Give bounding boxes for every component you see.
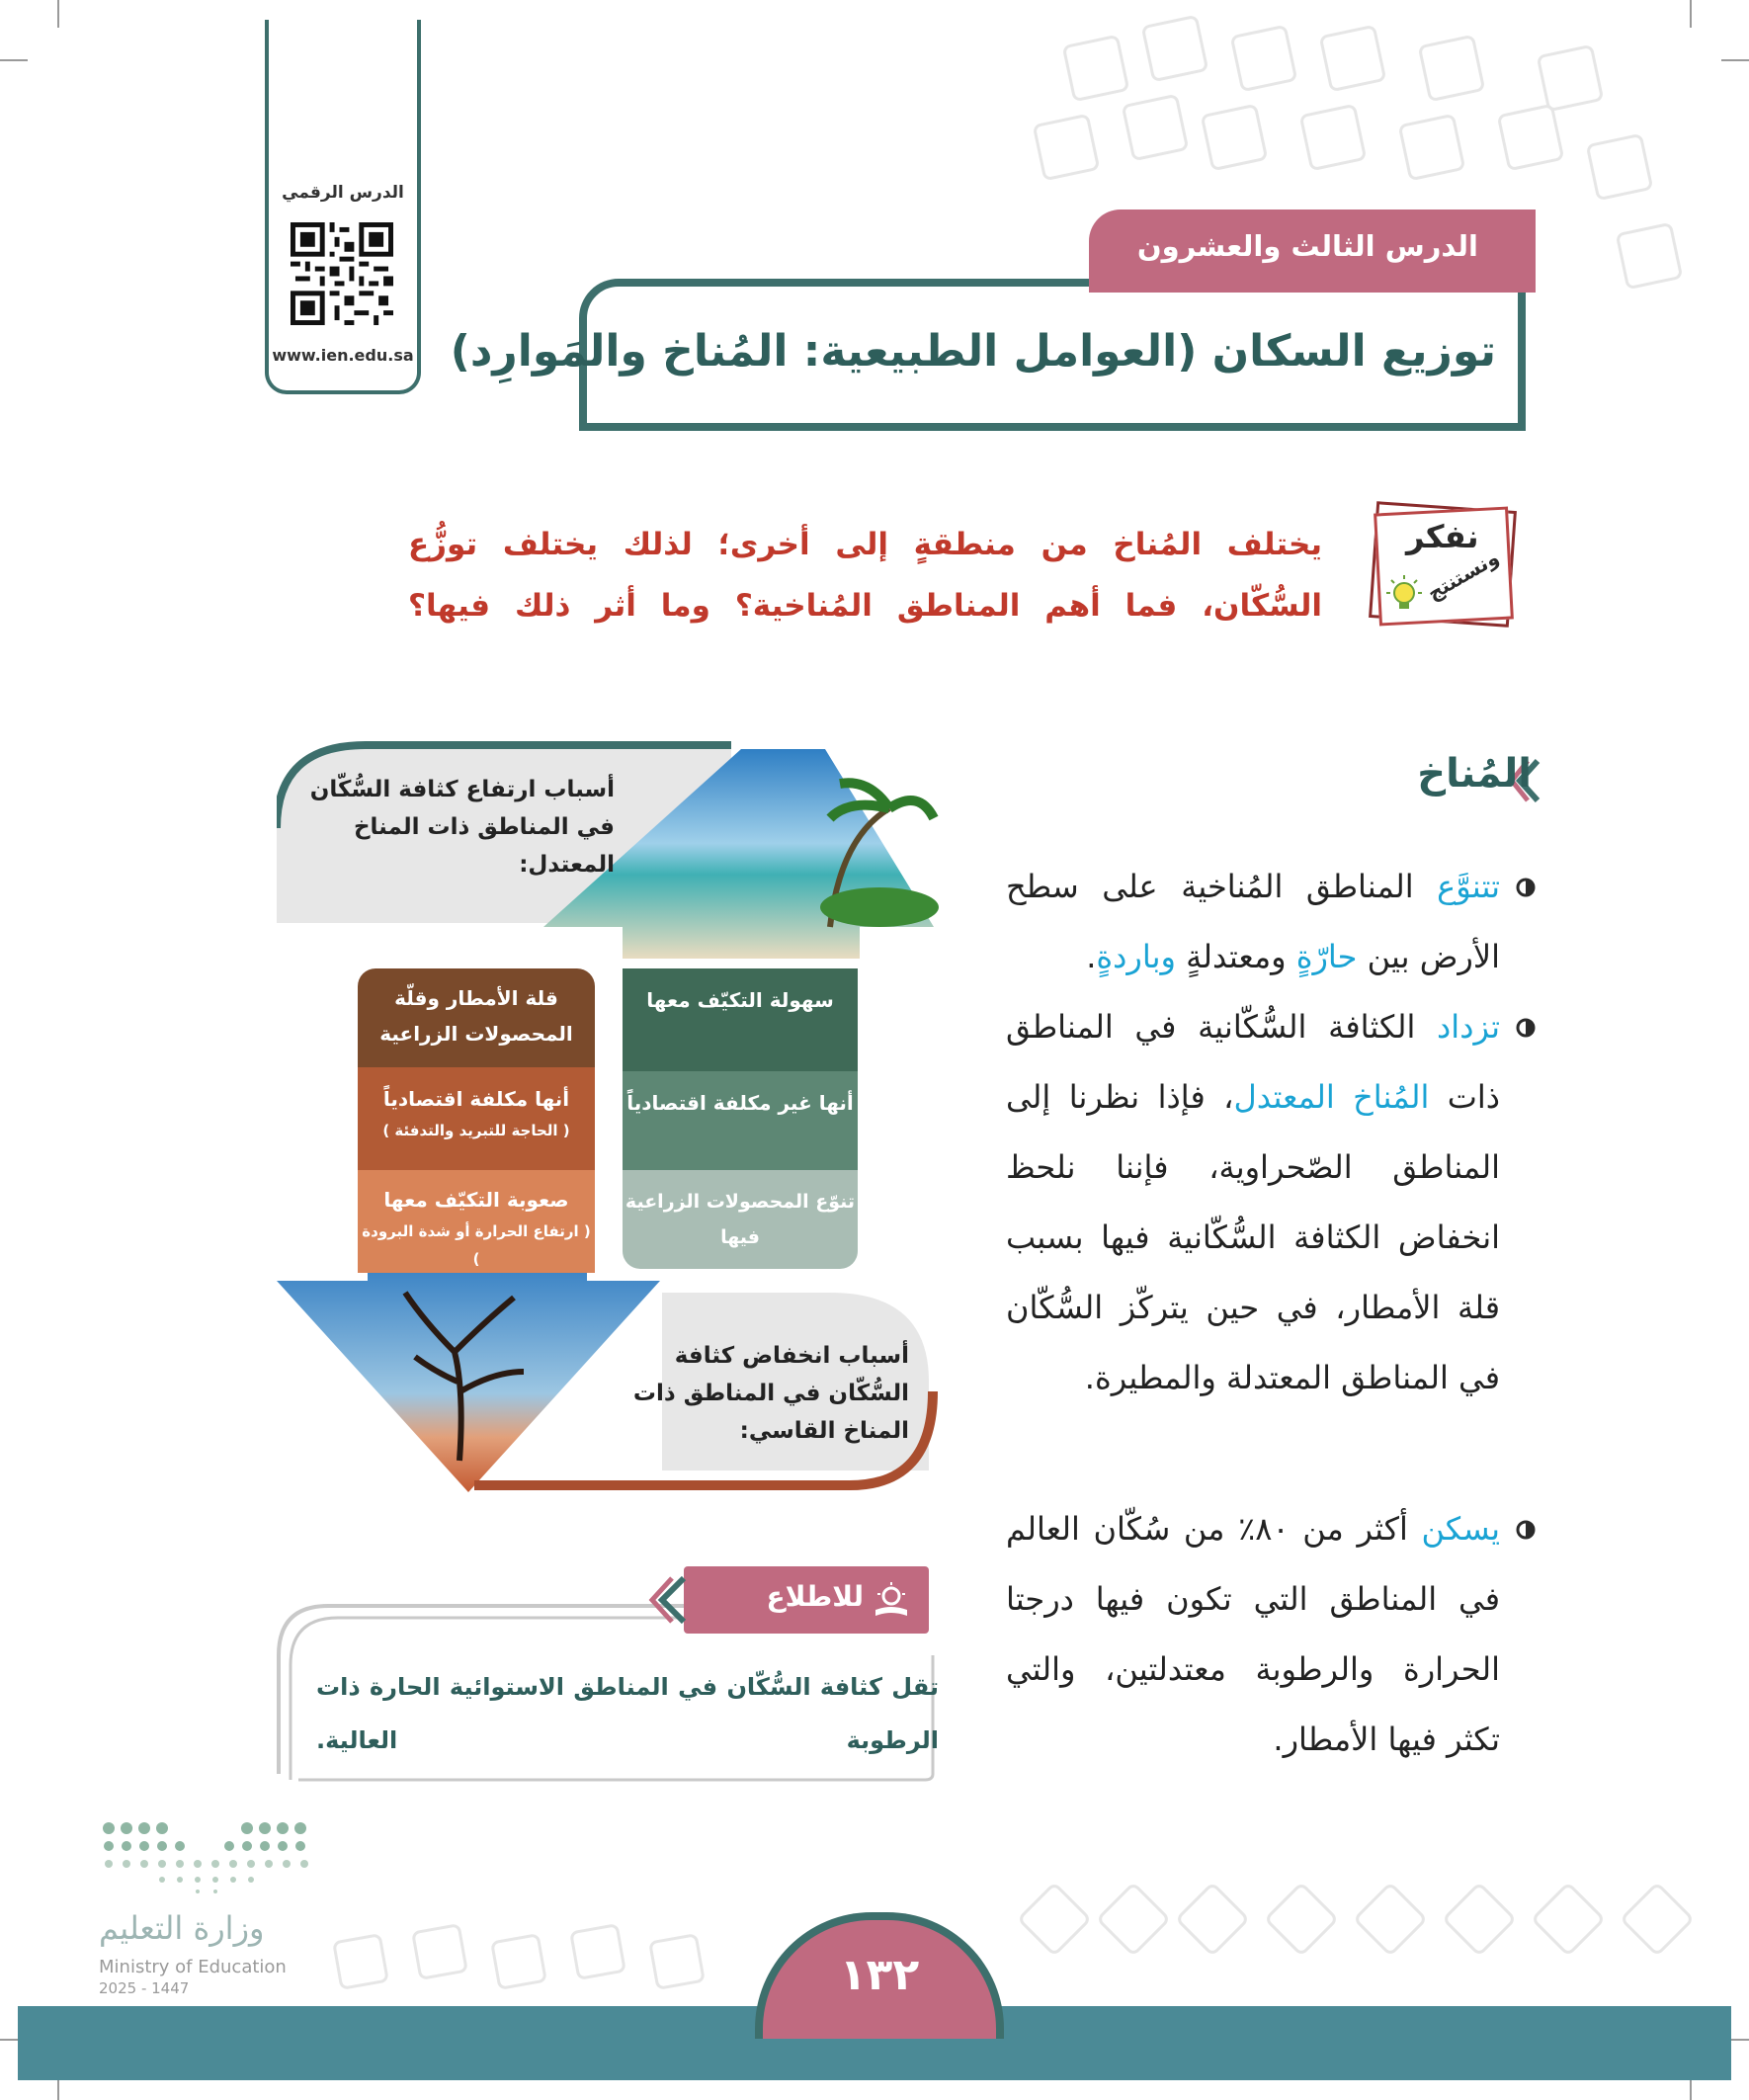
- bullet-icon: [1516, 878, 1536, 897]
- down-cause: [358, 1170, 595, 1273]
- bullet-lead: تتنوَّع: [1437, 868, 1500, 905]
- edition-year: 2025 - 1447: [99, 1979, 190, 1997]
- highlight-temperate: المُناخ المعتدل: [1233, 1078, 1430, 1116]
- lesson-title: توزيع السكان (العوامل الطبيعية: المُناخ والمَوارِد): [450, 326, 1496, 377]
- bullet-text: المناطق المُناخية على سطح الأرض بين: [1006, 868, 1500, 975]
- bullet-lead: تزداد: [1437, 1008, 1500, 1046]
- highlight-cold: وباردةٍ: [1096, 938, 1176, 975]
- ministry-name-english: Ministry of Education: [99, 1957, 287, 1977]
- qr-code-icon[interactable]: [291, 222, 393, 325]
- lesson-number-tab: [1089, 210, 1536, 293]
- page-number: ١٣٢: [839, 1950, 920, 2000]
- down-causes-column: [358, 968, 595, 1273]
- bullet-climate-types: [1006, 852, 1500, 992]
- down-cause-note: ( الحاجة للتبريد والتدفئة ): [382, 1122, 570, 1139]
- climate-causes-diagram: [277, 739, 939, 1500]
- book-lightbulb-icon: [872, 1580, 911, 1620]
- up-cause-text: تنوّع المحصولات الزراعية فيها: [625, 1191, 856, 1248]
- bullet-text: الكثافة السُّكّانية في المناطق ذات: [1006, 1008, 1500, 1116]
- page-number-tab: [755, 1912, 1004, 2039]
- think-question: يختلف المُناخ من منطقةٍ إلى أخرى؛ لذلك يختلف توزُّع السُّكّان، فما أهم المناطق المُناخية؟ وما أثر ذلك فيها؟: [408, 527, 1322, 624]
- digital-lesson-panel: [265, 20, 421, 394]
- info-label-tab: [684, 1566, 929, 1634]
- bullet-density-increase: [1006, 992, 1500, 1413]
- up-cause-text: أنها غير مكلفة اقتصادياً: [626, 1091, 854, 1115]
- lesson-title-box: [450, 279, 1526, 431]
- bullet-population-share: [1006, 1494, 1500, 1775]
- ministry-logo: [99, 1818, 316, 1897]
- up-cause-text: سهولة التكيّف معها: [646, 988, 834, 1012]
- digital-lesson-label: الدرس الرقمي: [282, 183, 404, 203]
- bullet-icon: [1516, 1520, 1536, 1540]
- bullet-text: .: [1086, 938, 1097, 975]
- up-cause: [623, 1071, 858, 1170]
- down-cause-text: قلة الأمطار وقلّة المحصولات الزراعية: [379, 986, 573, 1046]
- down-cause: [358, 1067, 595, 1170]
- down-arrow-title: أسباب انخفاض كثافة السُّكّان في المناطق ذات المناخ القاسي:: [632, 1343, 909, 1444]
- down-cause-text: أنها مكلفة اقتصادياً: [382, 1087, 570, 1111]
- lightbulb-icon: [1382, 573, 1426, 617]
- info-label: للاطلاع: [766, 1580, 864, 1613]
- section-heading: المُناخ: [1417, 751, 1532, 797]
- website-link[interactable]: www.ien.edu.sa: [272, 346, 414, 365]
- lesson-number: الدرس الثالث والعشرون: [1136, 229, 1478, 263]
- info-text: تقل كثافة السُّكّان في المناطق الاستوائية الحارة ذات الرطوبة العالية.: [316, 1673, 939, 1754]
- bullet-text: ومعتدلةٍ: [1175, 938, 1296, 975]
- bullet-text: ، فإذا نظرنا إلى المناطق الصّحراوية، فإننا نلحظ انخفاض الكثافة السُّكّانية فيها بسبب قلة الأمطار، في حين يتركّز السُّكّان في المناطق المعتدلة والمطيرة.: [1006, 1078, 1500, 1396]
- bullet-lead: يسكن: [1421, 1510, 1501, 1548]
- think-badge-sub: ونستنتج: [1423, 545, 1503, 606]
- think-badge-main: نفكر: [1406, 518, 1479, 555]
- down-cause: [358, 968, 595, 1067]
- highlight-hot: حارّةٍ: [1295, 938, 1358, 975]
- chevron-left-icon: [648, 1574, 688, 1626]
- bullet-icon: [1516, 1018, 1536, 1038]
- up-cause: [623, 968, 858, 1071]
- down-cause-note: ( ارتفاع الحرارة أو شدة البرودة ): [362, 1222, 591, 1268]
- up-arrow-title: أسباب ارتفاع كثافة السُّكّان في المناطق ذات المناخ المعتدل:: [309, 777, 615, 878]
- think-badge: [1369, 502, 1517, 626]
- up-causes-column: [623, 968, 858, 1269]
- bullet-text: أكثر من ٨٠٪ من سُكّان العالم في المناطق التي تكون فيها درجتا الحرارة والرطوبة معتدلتين، والتي تكثر فيها الأمطار.: [1006, 1510, 1500, 1758]
- ministry-name-arabic: وزارة التعليم: [99, 1909, 265, 1947]
- down-cause-text: صعوبة التكيّف معها: [383, 1188, 569, 1212]
- up-cause: [623, 1170, 858, 1269]
